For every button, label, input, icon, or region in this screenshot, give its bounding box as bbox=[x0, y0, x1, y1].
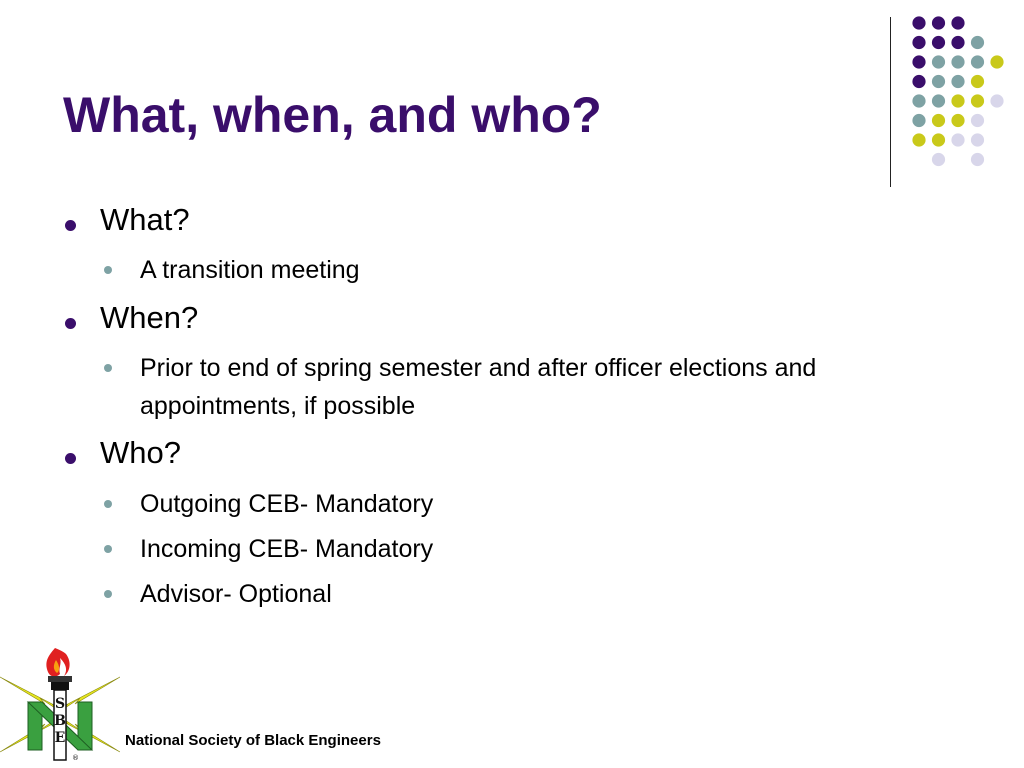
bullet-who: Who? bbox=[100, 435, 181, 470]
decorative-dot bbox=[932, 55, 945, 68]
decorative-dot bbox=[932, 16, 945, 29]
decorative-dot bbox=[912, 133, 925, 146]
decorative-dot bbox=[971, 36, 984, 49]
sub-bullet-advisor: Advisor- Optional bbox=[140, 580, 332, 608]
logo-registered-mark: ® bbox=[72, 754, 79, 762]
sub-bullet-incoming-ceb: Incoming CEB- Mandatory bbox=[140, 535, 434, 563]
decorative-dot bbox=[951, 133, 964, 146]
decorative-dot bbox=[932, 75, 945, 88]
sub-bullet-timing: Prior to end of spring semester and after officer elections and appointments, if possible bbox=[140, 354, 817, 420]
sub-bullet-outgoing-ceb: Outgoing CEB- Mandatory bbox=[140, 490, 434, 518]
decorative-dot bbox=[951, 36, 964, 49]
sub-bullet-marker bbox=[104, 364, 112, 372]
decorative-dot bbox=[912, 16, 925, 29]
decorative-dot bbox=[932, 94, 945, 107]
decorative-dot bbox=[912, 36, 925, 49]
logo-letter-s: S bbox=[54, 696, 66, 712]
footer-organization-name: National Society of Black Engineers bbox=[125, 732, 381, 749]
decorative-dot bbox=[951, 55, 964, 68]
sub-bullet-marker bbox=[104, 266, 112, 274]
decorative-dot bbox=[971, 55, 984, 68]
bullet-marker bbox=[65, 220, 76, 231]
decorative-dot bbox=[971, 114, 984, 127]
nsbe-logo bbox=[0, 640, 120, 768]
decorative-dot bbox=[912, 94, 925, 107]
decorative-dot bbox=[912, 75, 925, 88]
decorative-dot bbox=[990, 55, 1003, 68]
decorative-dot bbox=[971, 133, 984, 146]
bullet-marker bbox=[65, 318, 76, 329]
bullet-marker bbox=[65, 453, 76, 464]
decorative-dot bbox=[951, 75, 964, 88]
decorative-dot bbox=[951, 94, 964, 107]
decorative-dot bbox=[990, 94, 1003, 107]
decorative-dot bbox=[932, 153, 945, 166]
logo-letter-b: B bbox=[54, 713, 66, 729]
sub-bullet-marker bbox=[104, 500, 112, 508]
decorative-dot bbox=[971, 94, 984, 107]
decorative-dot bbox=[912, 55, 925, 68]
decorative-dot bbox=[932, 133, 945, 146]
decorative-dot bbox=[971, 153, 984, 166]
logo-letter-e: E bbox=[54, 730, 66, 746]
sub-bullet-marker bbox=[104, 545, 112, 553]
sub-bullet-marker bbox=[104, 590, 112, 598]
decorative-dot bbox=[932, 36, 945, 49]
decorative-dot bbox=[951, 16, 964, 29]
decorative-dot-grid bbox=[0, 0, 1024, 200]
decorative-dot bbox=[951, 114, 964, 127]
bullet-when: When? bbox=[100, 300, 199, 335]
decorative-dot bbox=[912, 114, 925, 127]
bullet-what: What? bbox=[100, 202, 190, 237]
slide-title: What, when, and who? bbox=[63, 87, 602, 143]
decorative-dot bbox=[971, 75, 984, 88]
decorative-dot bbox=[932, 114, 945, 127]
sub-bullet-transition-meeting: A transition meeting bbox=[140, 256, 360, 284]
